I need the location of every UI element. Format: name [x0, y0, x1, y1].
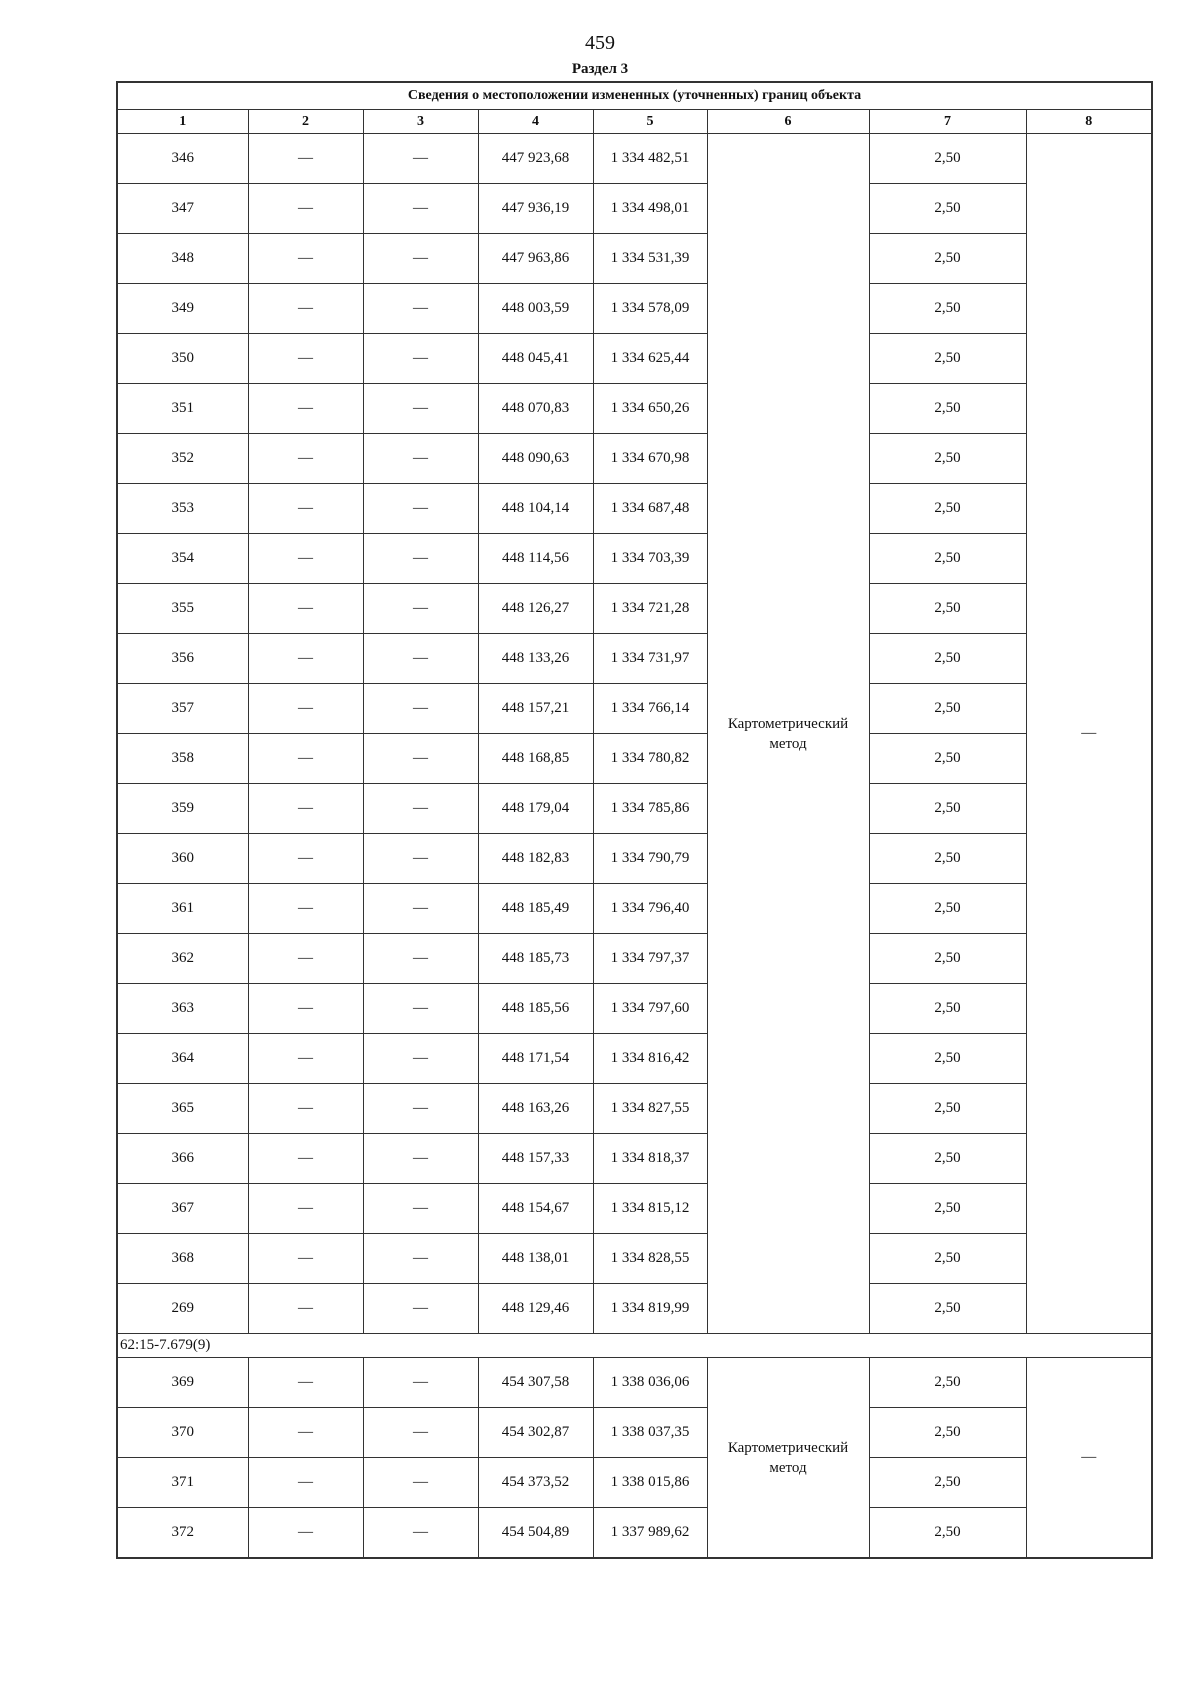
point-number: 360 — [117, 834, 248, 884]
accuracy-value: 2,50 — [869, 584, 1026, 634]
col2-value: — — [248, 434, 363, 484]
column-number: 2 — [248, 110, 363, 134]
coordinate-x: 447 963,86 — [478, 234, 593, 284]
col3-value: — — [363, 534, 478, 584]
table-row — [117, 1084, 1152, 1134]
coordinate-y: 1 337 989,62 — [593, 1508, 707, 1559]
col3-value: — — [363, 884, 478, 934]
table-caption: Сведения о местоположении измененных (уточненных) границ объекта — [117, 82, 1152, 110]
accuracy-value: 2,50 — [869, 1234, 1026, 1284]
col8-value: — — [1026, 134, 1152, 1334]
col2-value: — — [248, 1034, 363, 1084]
col3-value: — — [363, 934, 478, 984]
point-number: 369 — [117, 1358, 248, 1408]
col2-value: — — [248, 1134, 363, 1184]
column-number: 3 — [363, 110, 478, 134]
point-number: 354 — [117, 534, 248, 584]
table-row — [117, 284, 1152, 334]
column-number: 8 — [1026, 110, 1152, 134]
table-row — [117, 434, 1152, 484]
table-row — [117, 1408, 1152, 1458]
column-number: 5 — [593, 110, 707, 134]
table-row — [117, 184, 1152, 234]
coordinate-x: 448 179,04 — [478, 784, 593, 834]
coordinate-y: 1 338 036,06 — [593, 1358, 707, 1408]
table-caption-row — [117, 82, 1152, 110]
point-number: 352 — [117, 434, 248, 484]
column-number: 4 — [478, 110, 593, 134]
table-row — [117, 1234, 1152, 1284]
col3-value: — — [363, 634, 478, 684]
coordinate-x: 448 168,85 — [478, 734, 593, 784]
col2-value: — — [248, 1508, 363, 1559]
col3-value: — — [363, 1034, 478, 1084]
accuracy-value: 2,50 — [869, 434, 1026, 484]
col2-value: — — [248, 384, 363, 434]
coordinate-y: 1 334 498,01 — [593, 184, 707, 234]
coordinate-x: 454 504,89 — [478, 1508, 593, 1559]
col3-value: — — [363, 234, 478, 284]
table-row — [117, 584, 1152, 634]
accuracy-value: 2,50 — [869, 1508, 1026, 1559]
column-number: 7 — [869, 110, 1026, 134]
col3-value: — — [363, 1358, 478, 1408]
coordinate-y: 1 334 721,28 — [593, 584, 707, 634]
col2-value: — — [248, 134, 363, 184]
col3-value: — — [363, 584, 478, 634]
point-number: 346 — [117, 134, 248, 184]
coordinate-y: 1 334 797,60 — [593, 984, 707, 1034]
table-row — [117, 734, 1152, 784]
table-row — [117, 484, 1152, 534]
point-number: 372 — [117, 1508, 248, 1559]
coordinate-y: 1 334 625,44 — [593, 334, 707, 384]
coordinate-x: 448 182,83 — [478, 834, 593, 884]
coordinate-x: 447 936,19 — [478, 184, 593, 234]
coordinate-y: 1 334 815,12 — [593, 1184, 707, 1234]
col2-value: — — [248, 834, 363, 884]
table-row — [117, 234, 1152, 284]
table-row — [117, 1134, 1152, 1184]
table-row — [117, 1508, 1152, 1559]
table-row — [117, 784, 1152, 834]
coordinate-y: 1 334 531,39 — [593, 234, 707, 284]
point-number: 367 — [117, 1184, 248, 1234]
col2-value: — — [248, 934, 363, 984]
col2-value: — — [248, 784, 363, 834]
method-cell: Картометрический метод — [707, 1358, 869, 1559]
accuracy-value: 2,50 — [869, 334, 1026, 384]
col8-value: — — [1026, 1358, 1152, 1559]
accuracy-value: 2,50 — [869, 1034, 1026, 1084]
boundary-coordinates-table — [116, 81, 1153, 1559]
accuracy-value: 2,50 — [869, 1134, 1026, 1184]
coordinate-y: 1 334 796,40 — [593, 884, 707, 934]
point-number: 366 — [117, 1134, 248, 1184]
point-number: 358 — [117, 734, 248, 784]
coordinate-x: 448 154,67 — [478, 1184, 593, 1234]
table-row — [117, 384, 1152, 434]
accuracy-value: 2,50 — [869, 1084, 1026, 1134]
accuracy-value: 2,50 — [869, 284, 1026, 334]
point-number: 356 — [117, 634, 248, 684]
accuracy-value: 2,50 — [869, 534, 1026, 584]
col3-value: — — [363, 1458, 478, 1508]
coordinate-x: 448 157,33 — [478, 1134, 593, 1184]
coordinate-x: 448 133,26 — [478, 634, 593, 684]
col3-value: — — [363, 784, 478, 834]
col3-value: — — [363, 834, 478, 884]
col2-value: — — [248, 634, 363, 684]
point-number: 363 — [117, 984, 248, 1034]
point-number: 349 — [117, 284, 248, 334]
coordinate-x: 448 171,54 — [478, 1034, 593, 1084]
coordinate-y: 1 334 703,39 — [593, 534, 707, 584]
group-label-row — [117, 1334, 1152, 1358]
table-row — [117, 984, 1152, 1034]
accuracy-value: 2,50 — [869, 1284, 1026, 1334]
col3-value: — — [363, 684, 478, 734]
col2-value: — — [248, 234, 363, 284]
method-cell: Картометрический метод — [707, 134, 869, 1334]
col3-value: — — [363, 734, 478, 784]
table-row — [117, 884, 1152, 934]
point-number: 347 — [117, 184, 248, 234]
coordinate-x: 454 373,52 — [478, 1458, 593, 1508]
coordinate-y: 1 334 828,55 — [593, 1234, 707, 1284]
accuracy-value: 2,50 — [869, 984, 1026, 1034]
accuracy-value: 2,50 — [869, 1358, 1026, 1408]
coordinate-x: 448 129,46 — [478, 1284, 593, 1334]
section-title: Раздел 3 — [571, 61, 629, 77]
coordinate-y: 1 334 785,86 — [593, 784, 707, 834]
coordinate-y: 1 334 578,09 — [593, 284, 707, 334]
col2-value: — — [248, 1234, 363, 1284]
coordinate-x: 448 185,49 — [478, 884, 593, 934]
table-row — [117, 1034, 1152, 1084]
accuracy-value: 2,50 — [869, 884, 1026, 934]
table-row — [117, 934, 1152, 984]
col3-value: — — [363, 434, 478, 484]
col3-value: — — [363, 1234, 478, 1284]
col2-value: — — [248, 584, 363, 634]
point-number: 353 — [117, 484, 248, 534]
coordinate-y: 1 338 015,86 — [593, 1458, 707, 1508]
col2-value: — — [248, 1358, 363, 1408]
point-number: 364 — [117, 1034, 248, 1084]
col3-value: — — [363, 334, 478, 384]
col2-value: — — [248, 284, 363, 334]
accuracy-value: 2,50 — [869, 1408, 1026, 1458]
coordinate-y: 1 334 482,51 — [593, 134, 707, 184]
coordinate-x: 448 045,41 — [478, 334, 593, 384]
col2-value: — — [248, 984, 363, 1034]
coordinate-x: 448 126,27 — [478, 584, 593, 634]
coordinate-x: 454 307,58 — [478, 1358, 593, 1408]
coordinate-x: 448 090,63 — [478, 434, 593, 484]
col3-value: — — [363, 284, 478, 334]
table-row — [117, 1284, 1152, 1334]
coordinate-y: 1 334 827,55 — [593, 1084, 707, 1134]
coordinate-y: 1 334 766,14 — [593, 684, 707, 734]
table-row — [117, 334, 1152, 384]
column-number: 1 — [117, 110, 248, 134]
col3-value: — — [363, 1284, 478, 1334]
coordinate-x: 448 163,26 — [478, 1084, 593, 1134]
col3-value: — — [363, 1408, 478, 1458]
coordinate-y: 1 334 650,26 — [593, 384, 707, 434]
accuracy-value: 2,50 — [869, 1184, 1026, 1234]
col3-value: — — [363, 384, 478, 434]
table-row — [117, 134, 1152, 184]
point-number: 359 — [117, 784, 248, 834]
group-label: 62:15-7.679(9) — [117, 1334, 1152, 1358]
point-number: 348 — [117, 234, 248, 284]
coordinate-y: 1 334 816,42 — [593, 1034, 707, 1084]
column-number-row — [117, 110, 1152, 134]
col2-value: — — [248, 1284, 363, 1334]
table-row — [117, 834, 1152, 884]
coordinate-x: 447 923,68 — [478, 134, 593, 184]
point-number: 365 — [117, 1084, 248, 1134]
point-number: 350 — [117, 334, 248, 384]
table-row — [117, 684, 1152, 734]
page-number: 459 — [585, 32, 615, 54]
coordinate-y: 1 334 687,48 — [593, 484, 707, 534]
col2-value: — — [248, 884, 363, 934]
point-number: 361 — [117, 884, 248, 934]
accuracy-value: 2,50 — [869, 384, 1026, 434]
coordinate-y: 1 334 790,79 — [593, 834, 707, 884]
accuracy-value: 2,50 — [869, 734, 1026, 784]
table-row — [117, 1458, 1152, 1508]
accuracy-value: 2,50 — [869, 784, 1026, 834]
col2-value: — — [248, 1458, 363, 1508]
point-number: 357 — [117, 684, 248, 734]
table-row — [117, 1184, 1152, 1234]
coordinate-x: 448 104,14 — [478, 484, 593, 534]
col3-value: — — [363, 184, 478, 234]
table-row — [117, 1358, 1152, 1408]
coordinate-x: 448 114,56 — [478, 534, 593, 584]
coordinate-y: 1 334 818,37 — [593, 1134, 707, 1184]
col3-value: — — [363, 484, 478, 534]
accuracy-value: 2,50 — [869, 634, 1026, 684]
coordinate-x: 448 185,73 — [478, 934, 593, 984]
coordinate-x: 454 302,87 — [478, 1408, 593, 1458]
point-number: 370 — [117, 1408, 248, 1458]
table-row — [117, 634, 1152, 684]
accuracy-value: 2,50 — [869, 184, 1026, 234]
col3-value: — — [363, 1508, 478, 1559]
coordinate-x: 448 138,01 — [478, 1234, 593, 1284]
col2-value: — — [248, 334, 363, 384]
coordinate-y: 1 334 670,98 — [593, 434, 707, 484]
accuracy-value: 2,50 — [869, 934, 1026, 984]
point-number: 351 — [117, 384, 248, 434]
coordinate-y: 1 334 731,97 — [593, 634, 707, 684]
accuracy-value: 2,50 — [869, 684, 1026, 734]
col3-value: — — [363, 1184, 478, 1234]
col2-value: — — [248, 184, 363, 234]
col2-value: — — [248, 1408, 363, 1458]
col3-value: — — [363, 1084, 478, 1134]
col2-value: — — [248, 1184, 363, 1234]
column-number: 6 — [707, 110, 869, 134]
col2-value: — — [248, 684, 363, 734]
accuracy-value: 2,50 — [869, 834, 1026, 884]
point-number: 355 — [117, 584, 248, 634]
coordinate-x: 448 003,59 — [478, 284, 593, 334]
col2-value: — — [248, 534, 363, 584]
table-row — [117, 534, 1152, 584]
coordinate-x: 448 070,83 — [478, 384, 593, 434]
coordinate-x: 448 157,21 — [478, 684, 593, 734]
accuracy-value: 2,50 — [869, 484, 1026, 534]
col3-value: — — [363, 134, 478, 184]
point-number: 269 — [117, 1284, 248, 1334]
coordinate-y: 1 338 037,35 — [593, 1408, 707, 1458]
point-number: 368 — [117, 1234, 248, 1284]
coordinate-y: 1 334 797,37 — [593, 934, 707, 984]
accuracy-value: 2,50 — [869, 234, 1026, 284]
accuracy-value: 2,50 — [869, 1458, 1026, 1508]
table-body — [117, 82, 1152, 1558]
col2-value: — — [248, 484, 363, 534]
point-number: 362 — [117, 934, 248, 984]
col3-value: — — [363, 984, 478, 1034]
coordinate-y: 1 334 780,82 — [593, 734, 707, 784]
coordinate-x: 448 185,56 — [478, 984, 593, 1034]
col2-value: — — [248, 734, 363, 784]
col2-value: — — [248, 1084, 363, 1134]
coordinate-y: 1 334 819,99 — [593, 1284, 707, 1334]
col3-value: — — [363, 1134, 478, 1184]
point-number: 371 — [117, 1458, 248, 1508]
accuracy-value: 2,50 — [869, 134, 1026, 184]
